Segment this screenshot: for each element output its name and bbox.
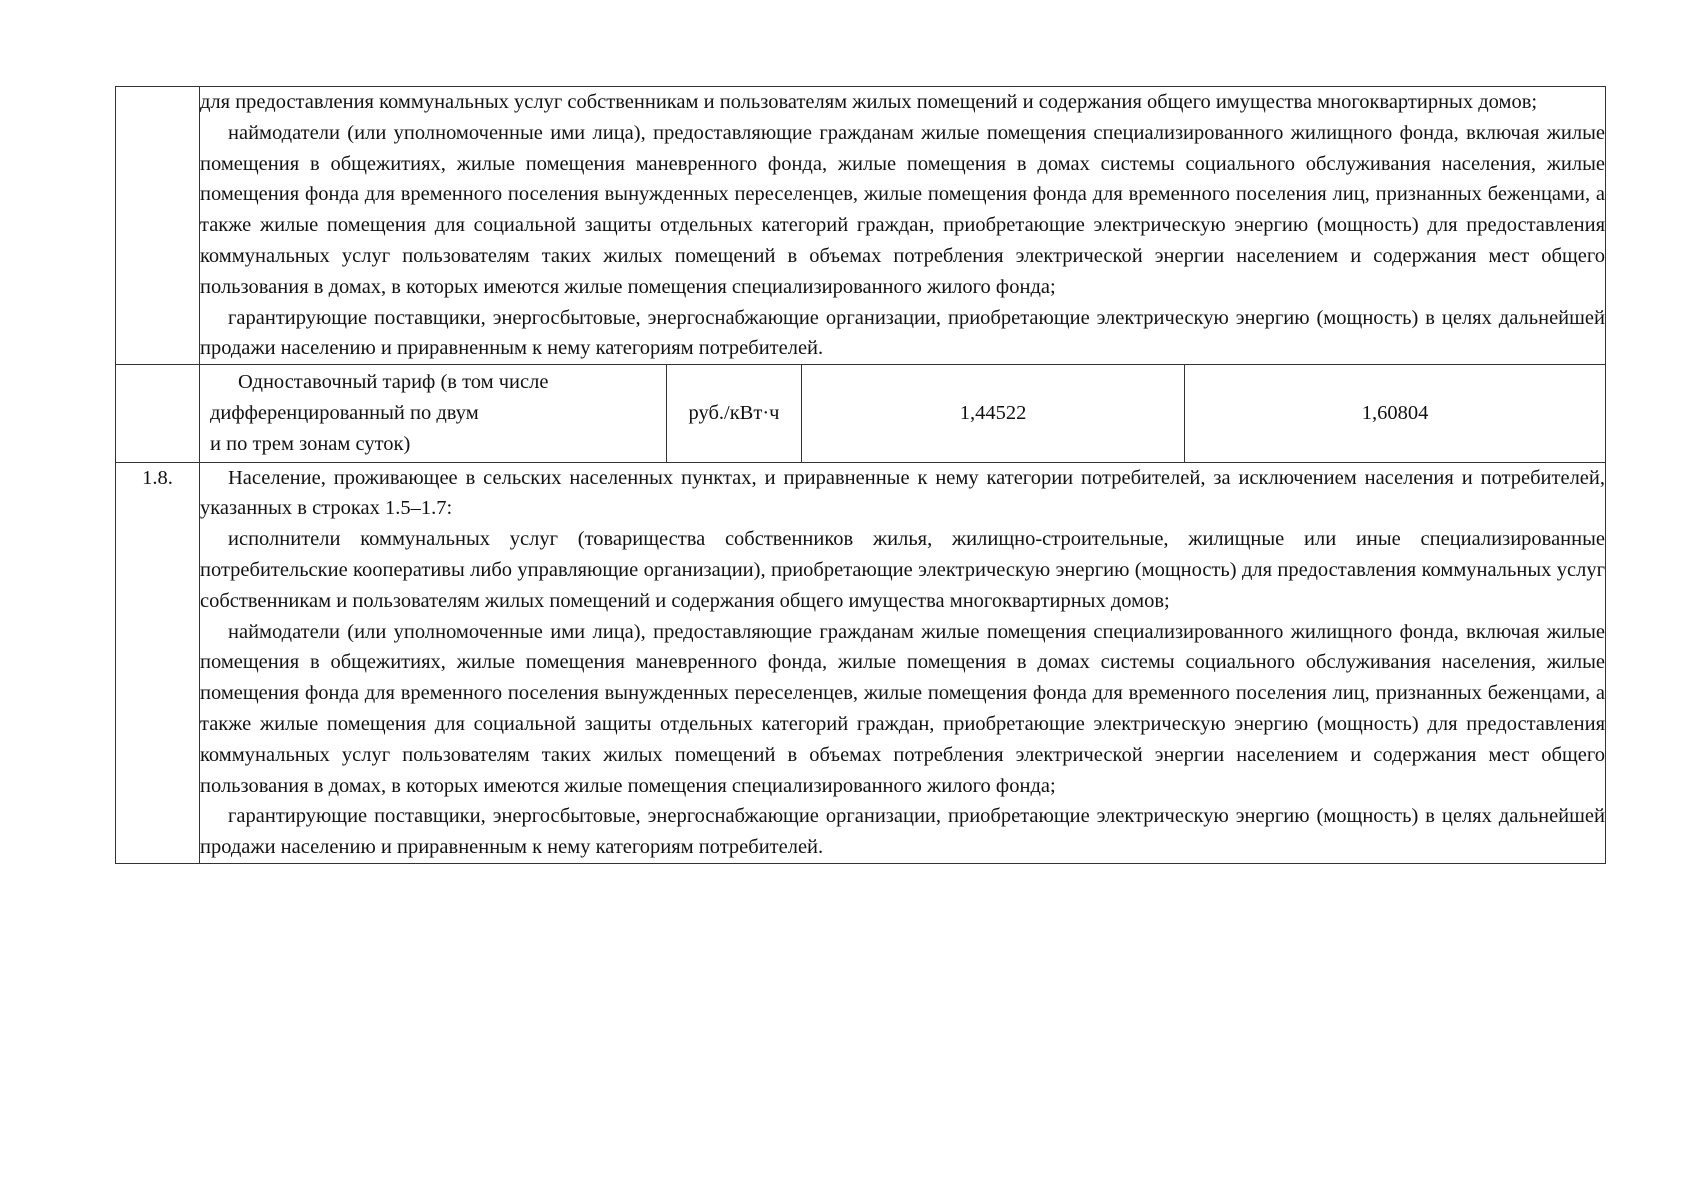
tariff-name-line: и по трем зонам суток)	[210, 432, 411, 455]
row-number-cell-empty	[116, 365, 200, 462]
tariff-name-cell	[200, 365, 667, 461]
tariff-name-line: Одноставочный тариф (в том числе	[238, 371, 549, 394]
tariff-table	[115, 86, 1606, 864]
tariff-unit-cell: руб./кВт·ч	[667, 365, 802, 461]
paragraph: наймодатели (или уполномоченные ими лица), предоставляющие гражданам жилые помещения специализированного жилищного фонда, включая жилые помещения в общежитиях, жилые помещения маневренного фонда, жилые помещения в домах системы социального обслуживания населения, жилые помещения фонда для временного поселения вынужденных переселенцев, жилые помещения фонда для временного поселения лиц, признанных беженцами, а также жилые помещения для социальной защиты отдельных категорий граждан, приобретающие электрическую энергию (мощность) для предоставления коммунальных услуг пользователям таких жилых помещений в объемах потребления электрической энергии населением и содержания мест общего пользования в домах, в которых имеются жилые помещения специализированного жилого фонда;	[200, 620, 1605, 797]
tariff-subtable-cell	[200, 365, 1606, 462]
paragraph: гарантирующие поставщики, энергосбытовые, энергоснабжающие организации, приобретающие электрическую энергию (мощность) в целях дальнейшей продажи населению и приравненным к нему категориям потребителей.	[200, 306, 1605, 360]
paragraph: наймодатели (или уполномоченные ими лица), предоставляющие гражданам жилые помещения специализированного жилищного фонда, включая жилые помещения в общежитиях, жилые помещения маневренного фонда, жилые помещения в домах системы социального обслуживания населения, жилые помещения фонда для временного поселения вынужденных переселенцев, жилые помещения фонда для временного поселения лиц, признанных беженцами, а также жилые помещения для социальной защиты отдельных категорий граждан, приобретающие электрическую энергию (мощность) для предоставления коммунальных услуг пользователям таких жилых помещений в объемах потребления электрической энергии населением и содержания мест общего пользования в домах, в которых имеются жилые помещения специализированного жилого фонда;	[200, 121, 1605, 298]
tariff-value-second-half: 1,60804	[1185, 365, 1606, 461]
tariff-value-first-half: 1,44522	[802, 365, 1185, 461]
table-row-tariff	[116, 365, 1606, 462]
paragraph: гарантирующие поставщики, энергосбытовые, энергоснабжающие организации, приобретающие электрическую энергию (мощность) в целях дальнейшей продажи населению и приравненным к нему категориям потребителей.	[200, 805, 1605, 859]
table-row-1-8	[116, 462, 1606, 863]
paragraph: для предоставления коммунальных услуг собственникам и пользователям жилых помещений и содержания общего имущества многоквартирных домов;	[200, 91, 1538, 113]
tariff-subtable	[200, 365, 1605, 461]
table-row-continuation	[116, 87, 1606, 365]
paragraph: Население, проживающее в сельских населенных пунктах, и приравненные к нему категории потребителей, за исключением населения и потребителей, указанных в строках 1.5–1.7:	[200, 466, 1605, 520]
row-number-cell: 1.8.	[116, 462, 200, 863]
tariff-name-line: дифференцированный по двум	[210, 401, 479, 424]
row-number-cell-empty	[116, 87, 200, 365]
description-cell	[200, 462, 1606, 863]
paragraph: исполнители коммунальных услуг (товарищества собственников жилья, жилищно-строительные, жилищные или иные специализированные потребительские кооперативы либо управляющие организации), приобретающие электрическую энергию (мощность) для предоставления коммунальных услуг собственникам и пользователям жилых помещений и содержания общего имущества многоквартирных домов;	[200, 528, 1605, 612]
description-cell	[200, 87, 1606, 365]
